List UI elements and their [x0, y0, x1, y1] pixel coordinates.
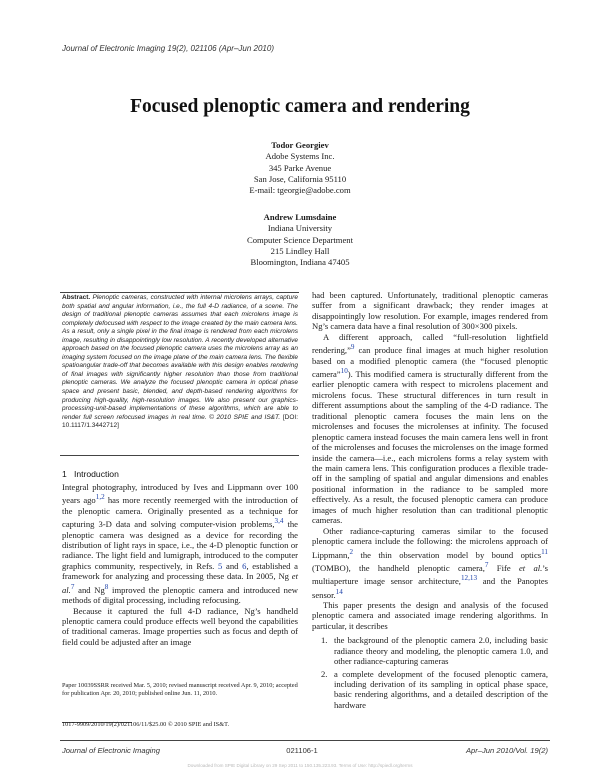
paragraph: This paper presents the design and analysis of the focused plenoptic camera and associated image rendering algorithms. In particular, it describes	[312, 599, 548, 631]
footer-page-number: 021106-1	[286, 746, 318, 755]
section-number: 1	[62, 469, 67, 479]
author-name: Todor Georgiev	[271, 140, 329, 150]
citation-ref[interactable]: 3,4	[274, 517, 284, 526]
text-run: et al.	[518, 562, 543, 573]
paragraph	[62, 482, 298, 606]
author-block-1	[150, 140, 450, 196]
text-run: has more recently reemerged with the introduction of the plenoptic camera. Originally presented as a technique for capturing 3-D data and solving computer-vision problems,	[62, 495, 298, 530]
text-run: et al.	[62, 571, 298, 595]
paragraph	[312, 290, 548, 332]
author-email[interactable]: E-mail: tgeorgie@adobe.com	[249, 185, 351, 196]
footer-issue: Apr–Jun 2010/Vol. 19(2)	[465, 746, 548, 755]
text-run: A different approach, called “full-resolution lightfield rendering,”	[312, 331, 548, 356]
citation-ref[interactable]: 12,13	[460, 574, 478, 583]
paragraph	[312, 526, 548, 600]
download-notice: Downloaded from SPIE Digital Library on 29 Sep 2011 to 150.135.223.93. Terms of Use: http://spiedl.org/terms	[187, 763, 413, 768]
affiliation-line: 215 Lindley Hall	[270, 245, 330, 256]
footnote: Paper 10039SSRR received Mar. 5, 2010; revised manuscript received Apr. 9, 2010; accepted for publication Apr. 20, 2010; published online Jun. 11, 2010.	[62, 682, 298, 697]
citation-ref[interactable]: 6	[242, 560, 247, 571]
citation-ref[interactable]: 7	[70, 582, 75, 591]
affiliation-line: Bloomington, Indiana 47405	[250, 257, 350, 268]
text-run: and Ng	[74, 584, 105, 595]
running-head: Journal of Electronic Imaging 19(2), 021106 (Apr–Jun 2010)	[62, 44, 274, 53]
text-run: ’s multiaperture image sensor architecture,	[312, 562, 549, 587]
citation-ref[interactable]: 10	[340, 367, 348, 376]
affiliation-line: Indiana University	[267, 223, 333, 234]
abstract-text: Plenoptic cameras, constructed with internal microlens arrays, capture both spatial and angular information, i.e., the full 4-D radiance, of a scene. The design of traditional plenoptic cameras assumes that each microlens image is completely defocused with respect to the image created by the main camera lens. As a result, only a single pixel in the final image is rendered from each microlens image, resulting in disappointingly low resolution. A recently developed alternative approach based on the focused plenoptic camera uses the microlens array as an imaging system focused on the image plane of the main camera lens. The flexible spatioangular trade-off that becomes available with this design enables rendering of final images with significantly higher resolution than those from traditional plenoptic cameras. We analyze the focused plenoptic camera in optical phase space and present basic, blended, and depth-based rendering algorithms for producing high-quality, high-resolution images. We also present our graphics-processing-unit-based implementations of these algorithms, which are able to render full screen refocused images in real time. © 2010 SPIE and IS&T.	[62, 294, 298, 421]
text-run: ). This modified camera is structurally different from the earlier plenoptic camera with respect to microlens placement and microlens focus. These structural differences in turn result in different assumptions about the sampling of the 4-D radiance. The traditional plenoptic camera focuses the main lens on the microlenses and focuses the microlenses at infinity. The focused plenoptic camera instead focuses the main camera lens well in front of the microlenses and focuses the microlenses on the image formed inside the camera—i.e., each microlens forms a relay system with the main camera lens. This configuration produces a flexible trade-off in the sampling of spatial and angular dimensions and enables positional information in the radiance to be sampled more effectively. As a result, the focused plenoptic camera can produce images of much higher resolution than can traditional plenoptic cameras.	[312, 368, 548, 526]
affiliation-line: San Jose, California 95110	[253, 173, 347, 184]
abstract-label: Abstract.	[62, 294, 91, 301]
list-item	[312, 669, 548, 711]
text-run: and	[222, 560, 243, 571]
issn-line: 1017-9909/2010/19(2)/021106/11/$25.00 © 2010 SPIE and IS&T.	[62, 721, 230, 728]
citation-ref[interactable]: 11	[541, 547, 548, 556]
affiliation-line: Computer Science Department	[247, 234, 353, 245]
text-run: the plenoptic camera was designed as a device for recording the distribution of light rays in space, i.e., the 4-D plenoptic function or radiance. The light field and lumigraph, introduced to the computer graphics community, respectively, in Refs.	[62, 519, 298, 571]
section-title: Introduction	[73, 469, 119, 479]
list-item	[312, 635, 548, 666]
affiliation-line: 345 Parke Avenue	[268, 162, 332, 173]
citation-ref[interactable]: 7	[484, 560, 489, 569]
section-heading	[62, 469, 119, 479]
abstract	[62, 294, 298, 431]
text-run: , established a framework for analyzing and processing these data. In 2005, Ng	[62, 560, 298, 582]
citation-ref[interactable]: 1,2	[95, 493, 105, 502]
list-text: a complete development of the focused plenoptic camera, including derivation of its sampling in optical phase space, basic rendering algorithms, and a detailed description of the hardware	[334, 668, 548, 710]
paragraph	[312, 332, 548, 526]
contribution-list	[312, 635, 548, 710]
text-run: can produce final images at much higher resolution based on a modified plenoptic camera (the “focused plenoptic camera”	[312, 345, 548, 379]
text-run: improved the plenoptic camera and introduced new methods of digital processing, including refocusing.	[62, 584, 299, 606]
list-text: the background of the plenoptic camera 2.0, including basic radiance theory and modeling, the plenoptic camera 1.0, and other radiance-capturing cameras	[334, 635, 548, 667]
footer-rule	[60, 740, 550, 741]
citation-ref[interactable]: 8	[104, 582, 109, 591]
paper-title: Focused plenoptic camera and rendering	[130, 96, 470, 117]
citation-ref[interactable]: 2	[349, 547, 354, 556]
affiliation-line: Adobe Systems Inc.	[265, 151, 335, 162]
paragraph: Because it captured the full 4-D radiance, Ng’s handheld plenoptic camera could produce effects well beyond the capabilities of traditional cameras. Image properties such as focus and depth of field could be adjusted after an image	[62, 605, 298, 647]
right-column	[312, 290, 548, 712]
footer-journal: Journal of Electronic Imaging	[62, 746, 160, 755]
abstract-doi[interactable]: [DOI: 10.1117/1.3442712]	[62, 413, 299, 430]
left-column	[62, 482, 298, 647]
citation-ref[interactable]: 9	[350, 343, 355, 352]
citation-ref[interactable]: 14	[335, 587, 343, 596]
list-number: 1.	[321, 635, 328, 646]
text-run: and the Panoptes sensor.	[312, 576, 548, 600]
text-run: had been captured. Unfortunately, traditional plenoptic cameras suffer from a significant drawback; they render images at disappointingly low resolution. For example, images rendered from Ng’s camera data have a final resolution of 300×300 pixels.	[312, 290, 548, 332]
list-number: 2.	[321, 668, 328, 679]
text-run: the thin observation model by bound optics	[353, 549, 542, 560]
citation-ref[interactable]: 5	[218, 560, 223, 571]
author-name: Andrew Lumsdaine	[263, 212, 337, 222]
text-run: Other radiance-capturing cameras similar to the focused plenoptic camera include the following: the microlens approach of Lippmann,	[312, 525, 548, 560]
text-run: Fife	[488, 562, 519, 573]
text-run: (TOMBO), the handheld plenoptic camera,	[312, 562, 485, 573]
author-block-2	[150, 212, 450, 268]
text-run: Integral photography, introduced by Ives and Lippmann over 100 years ago	[62, 482, 298, 506]
